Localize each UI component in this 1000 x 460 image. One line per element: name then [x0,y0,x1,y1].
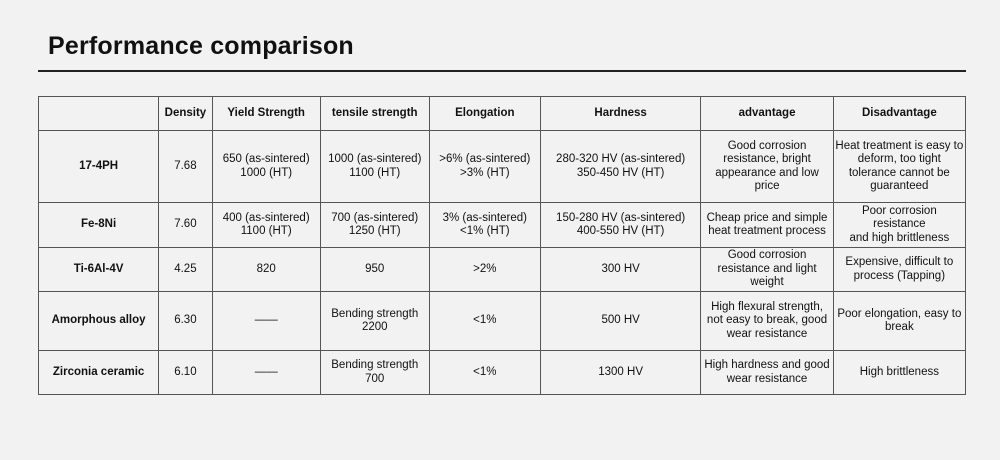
header-cell-elongation: Elongation [429,97,540,131]
cell-line: 1000 (HT) [240,166,293,179]
cell-line: 700 (as-sintered) [331,211,419,224]
cell-line: 1100 (HT) [349,166,401,179]
cell-line: —— [254,314,278,327]
cell-line: High hardness and good [704,359,830,371]
cell-line: wear resistance [726,327,808,340]
hardness-cell [540,248,701,292]
cell-line: Bending strength [331,359,419,371]
cell-line: guaranteed [870,180,929,192]
cell-line: Poor corrosion resistance [861,204,937,231]
density-cell: 6.10 [159,351,213,395]
header-row [39,97,966,131]
cell-line: break [884,321,914,333]
cell-line: 300 HV [601,262,640,275]
disadvantage-cell [833,203,965,248]
disadvantage-cell [833,248,965,292]
cell-line: 150-280 HV (as-sintered) [556,211,686,224]
cell-line: 820 [256,262,276,275]
table-row [39,292,966,351]
material-name: Ti-6Al-4V [39,248,159,292]
advantage-cell [701,131,833,203]
material-name: Amorphous alloy [39,292,159,351]
material-name: 17-4PH [39,131,159,203]
elongation-cell [429,203,540,248]
cell-line: 1100 (HT) [240,225,292,237]
tensile-strength-cell [320,248,429,292]
cell-line: tolerance cannot be [848,166,950,179]
cell-line: 280-320 HV (as-sintered) [556,153,686,165]
header-cell-density: Density [159,97,213,131]
density-cell: 4.25 [159,248,213,292]
table-row [39,131,966,203]
cell-line: 500 HV [601,314,640,327]
cell-line: 350-450 HV (HT) [576,166,665,179]
cell-line: 700 [365,372,385,385]
table-row [39,203,966,248]
cell-line: and high brittleness [849,231,950,244]
advantage-cell [701,203,833,248]
cell-line: >6% (as-sintered) [439,153,531,165]
header-cell-hardness: Hardness [540,97,701,131]
cell-line: —— [254,365,278,378]
cell-line: >2% [473,262,497,275]
disadvantage-cell [833,292,965,351]
disadvantage-cell [833,131,965,203]
cell-line: 2200 [361,321,388,333]
cell-line: 400 (as-sintered) [222,211,310,224]
density-cell: 7.60 [159,203,213,248]
material-name: Zirconia ceramic [39,351,159,395]
density-cell: 6.30 [159,292,213,351]
table-row [39,351,966,395]
advantage-cell [701,292,833,351]
cell-line: wear resistance [726,372,808,385]
cell-line: Good corrosion [727,249,807,262]
cell-line: not easy to break, good [706,314,828,327]
table-row [39,248,966,292]
cell-line: resistance and light [717,262,817,275]
cell-line: >3% (HT) [460,166,510,179]
cell-line: 1000 (as-sintered) [328,153,422,165]
cell-line: High brittleness [859,365,939,378]
elongation-cell [429,248,540,292]
cell-line: Poor elongation, easy to [837,307,962,320]
hardness-cell [540,351,701,395]
cell-line: 950 [365,262,385,275]
cell-line: 400-550 HV (HT) [576,225,665,237]
cell-line: Bending strength [331,307,419,320]
tensile-strength-cell [320,351,429,395]
tensile-strength-cell [320,203,429,248]
yield-strength-cell [212,292,320,351]
header-cell-material [39,97,159,131]
elongation-cell [429,131,540,203]
disadvantage-cell [833,351,965,395]
cell-line: heat treatment process [708,225,826,237]
hardness-cell [540,292,701,351]
tensile-strength-cell [320,292,429,351]
hardness-cell [540,131,701,203]
cell-line: High flexural strength, [711,300,823,313]
cell-line: process (Tapping) [853,269,946,282]
tensile-strength-cell [320,131,429,203]
yield-strength-cell [212,351,320,395]
cell-line: <1% [473,365,497,378]
cell-line: 1250 (HT) [348,225,401,237]
advantage-cell [701,351,833,395]
cell-line: <1% (HT) [460,225,510,237]
yield-strength-cell [212,131,320,203]
cell-line: resistance, bright [723,153,811,165]
material-name: Fe-8Ni [39,203,159,248]
cell-line: Good corrosion [727,139,807,152]
hardness-cell [540,203,701,248]
cell-line: deform, too tight [857,153,941,165]
performance-comparison-table [38,96,966,395]
yield-strength-cell [212,203,320,248]
cell-line: 3% (as-sintered) [442,211,527,224]
density-cell: 7.68 [159,131,213,203]
cell-line: Expensive, difficult to [845,256,954,268]
cell-line: Cheap price and simple [706,211,828,224]
header-cell-disadvantage: Disadvantage [833,97,965,131]
cell-line: Heat treatment is easy to [835,139,964,152]
cell-line: price [754,180,780,192]
elongation-cell [429,292,540,351]
yield-strength-cell [212,248,320,292]
cell-line: 1300 HV [598,365,643,378]
cell-line: appearance and low [715,166,819,179]
page-title: Performance comparison [48,32,354,60]
title-divider [38,70,966,72]
cell-line: weight [750,276,784,289]
header-cell-advantage: advantage [701,97,833,131]
header-cell-yield-strength: Yield Strength [212,97,320,131]
elongation-cell [429,351,540,395]
cell-line: <1% [473,314,497,327]
advantage-cell [701,248,833,292]
cell-line: 650 (as-sintered) [222,153,310,165]
header-cell-tensile-strength: tensile strength [320,97,429,131]
